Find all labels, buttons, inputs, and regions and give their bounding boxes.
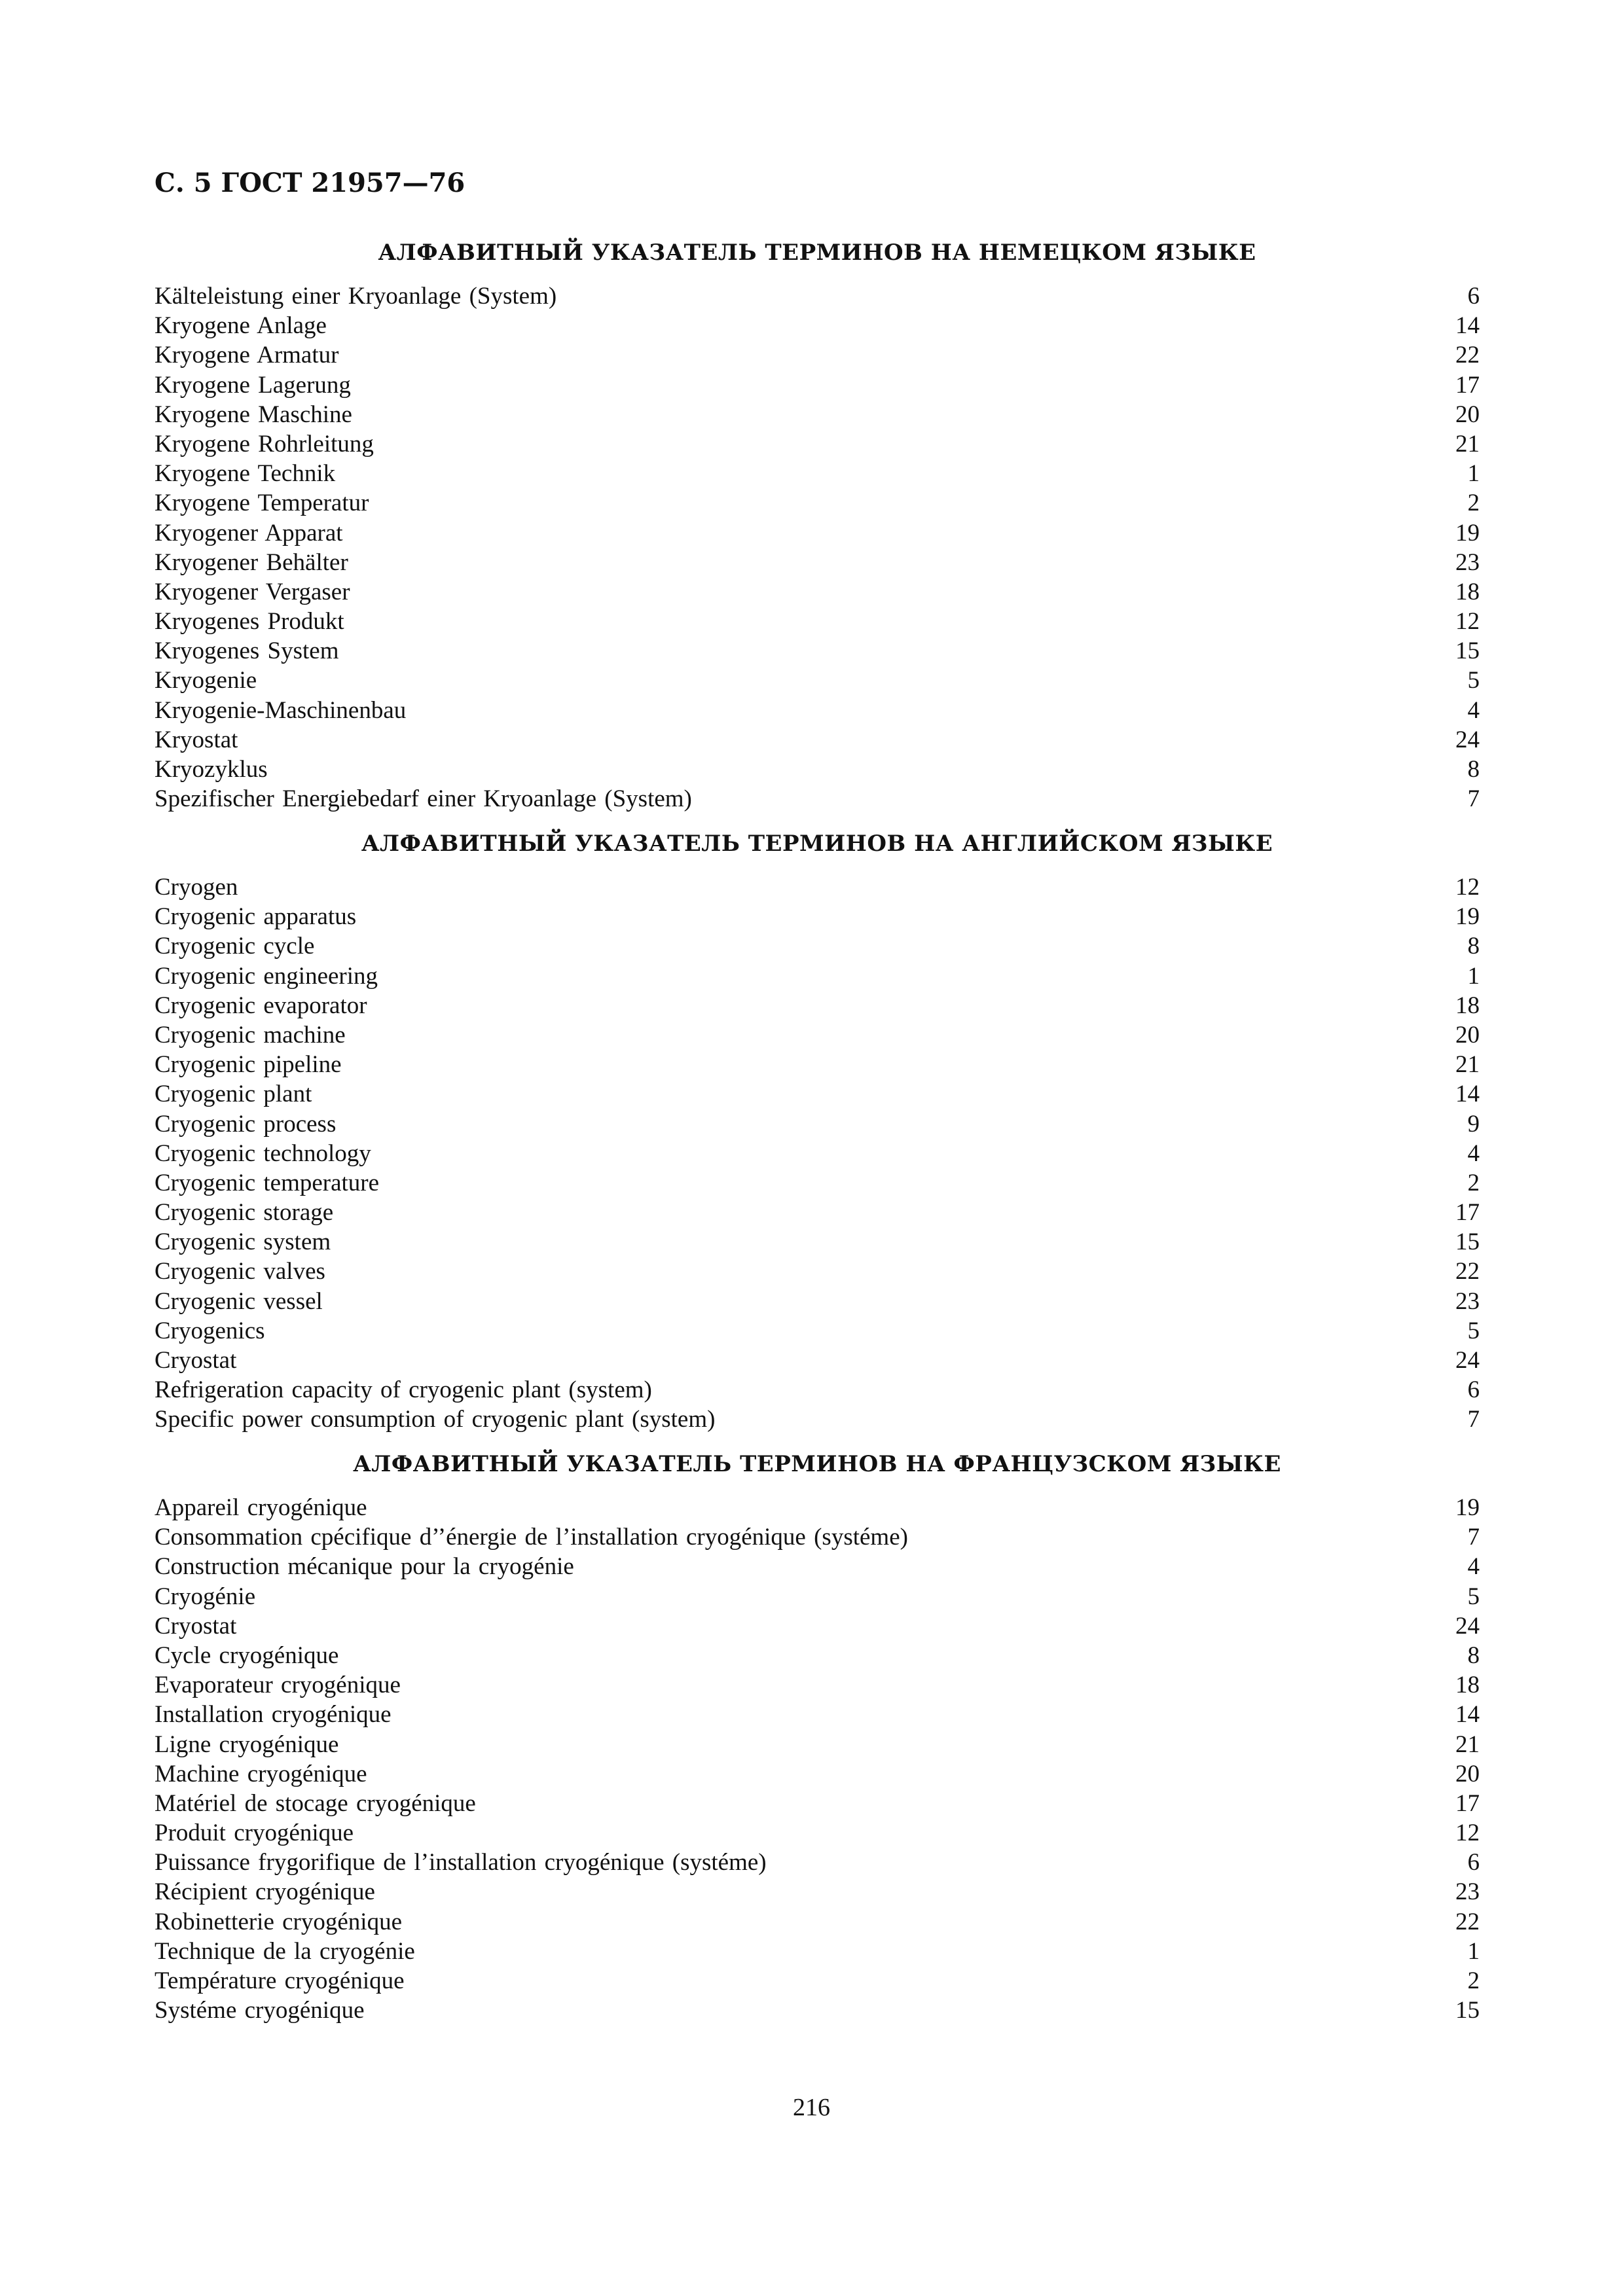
entry-term: Cryogenic evaporator — [155, 992, 367, 1019]
entry-term: Machine cryogénique — [155, 1760, 367, 1787]
index-entry — [155, 666, 1480, 695]
entry-number: 14 — [1455, 312, 1480, 340]
index-entry — [155, 961, 1480, 991]
entry-number: 15 — [1455, 1229, 1480, 1256]
entry-term: Cryogenic storage — [155, 1199, 334, 1227]
entry-term: Ligne cryogénique — [155, 1731, 339, 1758]
index-entry — [155, 1582, 1480, 1611]
index-entry — [155, 1227, 1480, 1257]
entry-number: 19 — [1455, 903, 1480, 931]
index-entry — [155, 1405, 1480, 1434]
section-title: АЛФАВИТНЫЙ УКАЗАТЕЛЬ ТЕРМИНОВ НА ФРАНЦУЗСКОМ ЯЗЫКЕ — [353, 1451, 1281, 1477]
index-entry — [155, 400, 1480, 429]
entry-term: Kryozyklus — [155, 756, 268, 783]
index-entry — [155, 725, 1480, 755]
index-entry — [155, 1522, 1480, 1552]
index-entry — [155, 1996, 1480, 2025]
entry-number: 7 — [1467, 1406, 1480, 1433]
entry-term: Cryogenic apparatus — [155, 903, 357, 931]
entry-number: 19 — [1455, 519, 1480, 547]
index-entry — [155, 1493, 1480, 1522]
index-entry — [155, 636, 1480, 666]
entry-term: Kryogenie — [155, 667, 257, 694]
index-entry — [155, 1848, 1480, 1877]
entry-term: Kryogener Behälter — [155, 548, 348, 576]
entry-number: 8 — [1467, 1641, 1480, 1669]
index-entry — [155, 607, 1480, 636]
entry-number: 22 — [1455, 342, 1480, 369]
entry-number: 7 — [1467, 1524, 1480, 1551]
index-entry — [155, 1759, 1480, 1789]
entry-term: Cryogenic machine — [155, 1021, 346, 1049]
entry-term: Kryogene Temperatur — [155, 490, 369, 517]
entry-term: Cryogenic vessel — [155, 1287, 323, 1315]
entry-number: 6 — [1467, 1376, 1480, 1404]
entry-number: 22 — [1455, 1258, 1480, 1285]
index-entry — [155, 1316, 1480, 1346]
index-entry — [155, 1346, 1480, 1375]
entry-number: 8 — [1467, 756, 1480, 783]
index-entry — [155, 429, 1480, 459]
index-entry — [155, 577, 1480, 607]
entry-number: 4 — [1467, 1553, 1480, 1581]
entry-number: 1 — [1467, 460, 1480, 488]
entry-list — [155, 872, 1480, 1435]
entry-term: Cryogenic technology — [155, 1139, 371, 1167]
entry-term: Spezifischer Energiebedarf einer Kryoanlage (System) — [155, 785, 692, 813]
index-entry — [155, 281, 1480, 311]
entry-term: Systéme cryogénique — [155, 1997, 365, 2024]
entry-number: 2 — [1467, 490, 1480, 517]
entry-number: 24 — [1455, 726, 1480, 753]
entry-number: 24 — [1455, 1347, 1480, 1374]
index-entry — [155, 488, 1480, 518]
entry-number: 15 — [1455, 1997, 1480, 2024]
section-title: АЛФАВИТНЫЙ УКАЗАТЕЛЬ ТЕРМИНОВ НА АНГЛИЙСКОМ ЯЗЫКЕ — [361, 831, 1273, 857]
index-entry — [155, 1789, 1480, 1818]
index-entry — [155, 370, 1480, 400]
index-entry — [155, 1375, 1480, 1405]
index-entry — [155, 1257, 1480, 1286]
index-entry — [155, 459, 1480, 488]
entry-number: 21 — [1455, 1051, 1480, 1079]
entry-number: 17 — [1455, 1789, 1480, 1817]
entry-term: Récipient cryogénique — [155, 1878, 375, 1906]
index-entry — [155, 1700, 1480, 1729]
entry-number: 12 — [1455, 608, 1480, 636]
entry-term: Cryogenic system — [155, 1229, 331, 1256]
index-entry — [155, 1287, 1480, 1316]
entry-term: Kryogenes Produkt — [155, 608, 344, 636]
entry-term: Cryogenic cycle — [155, 933, 315, 960]
section-french-index — [155, 1446, 1480, 2025]
entry-term: Cycle cryogénique — [155, 1641, 339, 1669]
entry-list — [155, 281, 1480, 814]
entry-number: 14 — [1455, 1701, 1480, 1729]
entry-term: Kälteleistung einer Kryoanlage (System) — [155, 283, 557, 310]
entry-term: Cryogenic valves — [155, 1258, 325, 1285]
index-entry — [155, 1109, 1480, 1139]
entry-number: 20 — [1455, 1760, 1480, 1787]
index-entry — [155, 1198, 1480, 1227]
entry-number: 1 — [1467, 1937, 1480, 1965]
entry-number: 18 — [1455, 1672, 1480, 1699]
index-entry — [155, 311, 1480, 340]
entry-number: 21 — [1455, 430, 1480, 457]
entry-number: 17 — [1455, 1199, 1480, 1227]
entry-term: Kryogener Vergaser — [155, 578, 350, 605]
entry-term: Cryogenic process — [155, 1110, 337, 1138]
index-entry — [155, 1552, 1480, 1581]
index-entry — [155, 1818, 1480, 1848]
index-entry — [155, 1168, 1480, 1198]
entry-term: Kryogenie-Maschinenbau — [155, 696, 407, 724]
entry-term: Robinetterie cryogénique — [155, 1908, 403, 1935]
entry-number: 12 — [1455, 1820, 1480, 1847]
entry-number: 18 — [1455, 992, 1480, 1019]
entry-number: 6 — [1467, 283, 1480, 310]
entry-term: Kryogener Apparat — [155, 519, 343, 547]
entry-number: 6 — [1467, 1849, 1480, 1876]
index-entry — [155, 1020, 1480, 1050]
entry-number: 14 — [1455, 1081, 1480, 1108]
entry-number: 4 — [1467, 696, 1480, 724]
entry-number: 23 — [1455, 1878, 1480, 1906]
entry-number: 2 — [1467, 1967, 1480, 1994]
section-title: АЛФАВИТНЫЙ УКАЗАТЕЛЬ ТЕРМИНОВ НА НЕМЕЦКОМ ЯЗЫКЕ — [378, 240, 1256, 266]
entry-number: 7 — [1467, 785, 1480, 813]
index-entry — [155, 518, 1480, 548]
entry-term: Kryostat — [155, 726, 238, 753]
entry-number: 1 — [1467, 962, 1480, 990]
entry-number: 17 — [1455, 371, 1480, 399]
entry-term: Kryogenes System — [155, 637, 339, 665]
entry-term: Cryogenic temperature — [155, 1169, 380, 1196]
entry-term: Evaporateur cryogénique — [155, 1672, 401, 1699]
entry-term: Température cryogénique — [155, 1967, 405, 1994]
entry-term: Cryogenic pipeline — [155, 1051, 342, 1079]
index-entry — [155, 1670, 1480, 1700]
entry-term: Cryostat — [155, 1347, 237, 1374]
entry-number: 21 — [1455, 1731, 1480, 1758]
entry-number: 9 — [1467, 1110, 1480, 1138]
entry-number: 19 — [1455, 1494, 1480, 1521]
page-number: 216 — [793, 2094, 830, 2121]
entry-term: Produit cryogénique — [155, 1820, 354, 1847]
entry-term: Kryogene Anlage — [155, 312, 327, 340]
entry-number: 18 — [1455, 578, 1480, 605]
index-entry — [155, 696, 1480, 725]
entry-number: 23 — [1455, 1287, 1480, 1315]
entry-number: 24 — [1455, 1612, 1480, 1640]
entry-term: Kryogene Technik — [155, 460, 336, 488]
entry-term: Cryogenics — [155, 1317, 265, 1344]
section-german-index — [155, 234, 1480, 814]
index-entry — [155, 755, 1480, 784]
entry-term: Technique de la cryogénie — [155, 1937, 415, 1965]
index-entry — [155, 1907, 1480, 1937]
section-english-index — [155, 825, 1480, 1435]
entry-term: Appareil cryogénique — [155, 1494, 367, 1521]
entry-term: Construction mécanique pour la cryogénie — [155, 1553, 574, 1581]
entry-number: 20 — [1455, 1021, 1480, 1049]
index-entry — [155, 872, 1480, 902]
page-header: С. 5 ГОСТ 21957—76 — [155, 168, 465, 198]
index-entry — [155, 1730, 1480, 1759]
entry-number: 5 — [1467, 667, 1480, 694]
index-entry — [155, 1611, 1480, 1641]
index-entry — [155, 1139, 1480, 1168]
index-entry — [155, 1937, 1480, 1966]
index-entry — [155, 931, 1480, 961]
entry-term: Kryogene Lagerung — [155, 371, 351, 399]
index-entry — [155, 1966, 1480, 1996]
index-entry — [155, 1050, 1480, 1079]
entry-number: 23 — [1455, 548, 1480, 576]
entry-list — [155, 1493, 1480, 2025]
entry-number: 8 — [1467, 933, 1480, 960]
index-entry — [155, 340, 1480, 370]
entry-number: 15 — [1455, 637, 1480, 665]
entry-term: Specific power consumption of cryogenic plant (system) — [155, 1406, 716, 1433]
entry-term: Kryogene Armatur — [155, 342, 339, 369]
entry-term: Cryostat — [155, 1612, 237, 1640]
entry-number: 5 — [1467, 1583, 1480, 1610]
entry-term: Refrigeration capacity of cryogenic plant (system) — [155, 1376, 652, 1404]
entry-number: 12 — [1455, 874, 1480, 901]
entry-number: 20 — [1455, 401, 1480, 428]
entry-term: Cryogenic engineering — [155, 962, 378, 990]
entry-term: Installation cryogénique — [155, 1701, 392, 1729]
entry-term: Consommation cpécifique d’’énergie de l’installation cryogénique (systéme) — [155, 1524, 908, 1551]
index-entry — [155, 1641, 1480, 1670]
entry-term: Puissance frygorifique de l’installation cryogénique (systéme) — [155, 1849, 767, 1876]
entry-number: 2 — [1467, 1169, 1480, 1196]
index-entry — [155, 902, 1480, 931]
index-entry — [155, 784, 1480, 814]
entry-number: 4 — [1467, 1139, 1480, 1167]
index-entry — [155, 1079, 1480, 1109]
index-entry — [155, 548, 1480, 577]
entry-term: Matériel de stocage cryogénique — [155, 1789, 476, 1817]
entry-number: 5 — [1467, 1317, 1480, 1344]
index-entry — [155, 991, 1480, 1020]
entry-number: 22 — [1455, 1908, 1480, 1935]
entry-term: Cryogen — [155, 874, 238, 901]
index-entry — [155, 1877, 1480, 1907]
entry-term: Cryogenic plant — [155, 1081, 312, 1108]
entry-term: Kryogene Maschine — [155, 401, 352, 428]
entry-term: Kryogene Rohrleitung — [155, 430, 374, 457]
entry-term: Cryogénie — [155, 1583, 256, 1610]
